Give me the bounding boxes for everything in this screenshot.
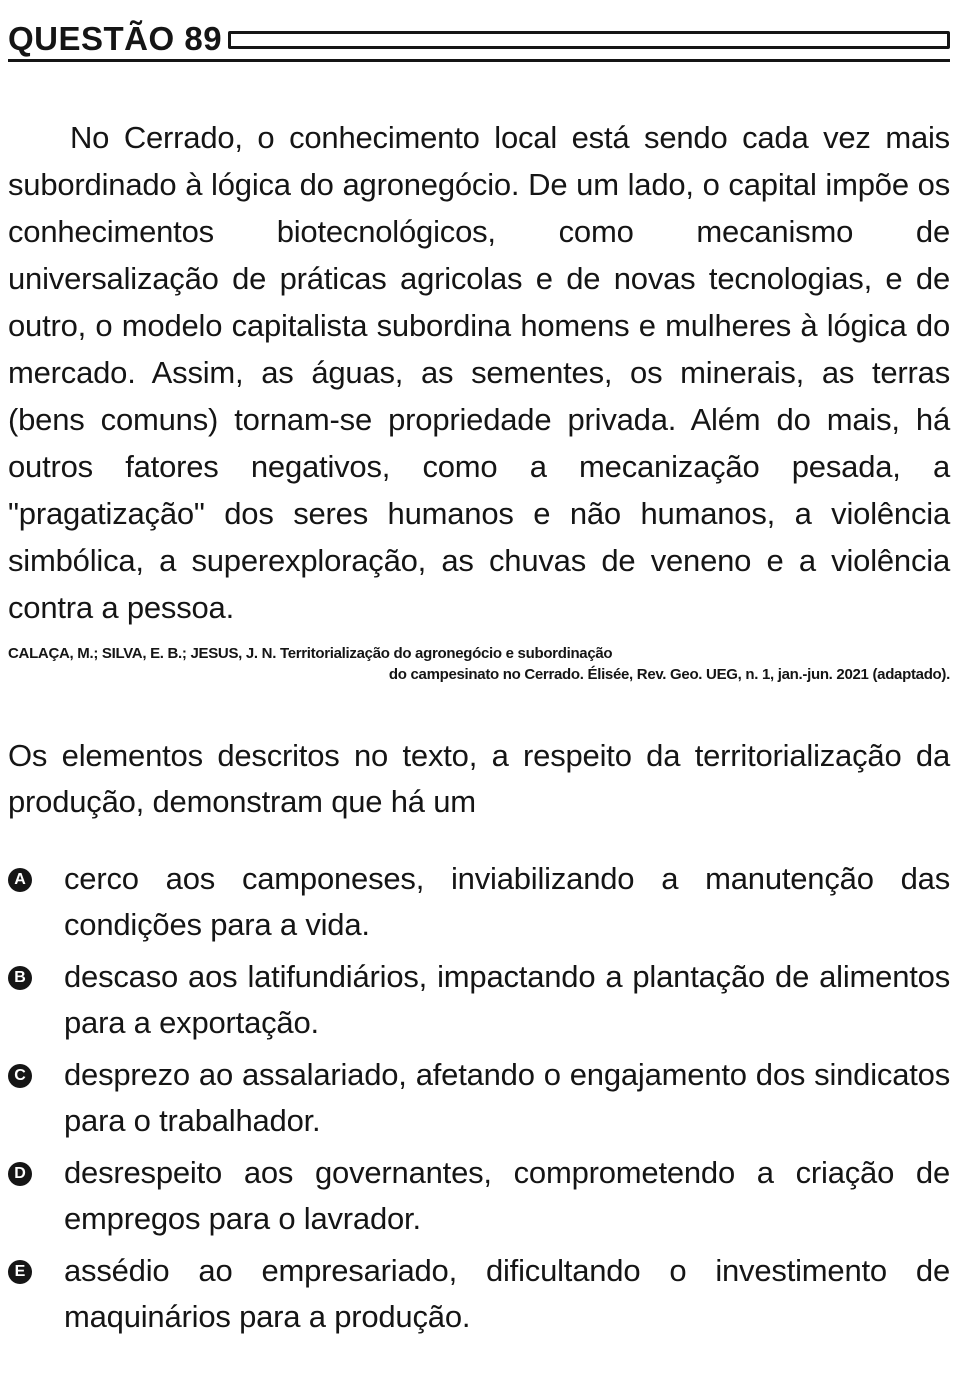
citation-line-1: CALAÇA, M.; SILVA, E. B.; JESUS, J. N. Territorialização do agronegócio e subordinação xyxy=(8,645,613,662)
question-header xyxy=(8,18,950,62)
question-stem: Os elementos descritos no texto, a respeito da territorialização da produção, demonstram que há um xyxy=(8,738,950,819)
option-d[interactable] xyxy=(8,1150,950,1242)
option-c-badge[interactable]: C xyxy=(8,1064,32,1088)
option-d-badge[interactable]: D xyxy=(8,1162,32,1186)
option-b-text: descaso aos latifundiários, impactando a plantação de alimentos para a exportação. xyxy=(64,959,950,1040)
option-e[interactable] xyxy=(8,1248,950,1340)
option-a-badge[interactable]: A xyxy=(8,868,32,892)
passage-text: No Cerrado, o conhecimento local está sendo cada vez mais subordinado à lógica do agronegócio. De um lado, o capital impõe os conhecimentos biotecnológicos, como mecanismo de universalização de práticas agricolas e de novas tecnologias, e de outro, o modelo capitalista subordina homens e mulheres à lógica do mercado. Assim, as águas, as sementes, os minerais, as terras (bens comuns) tornam-se propriedade privada. Além do mais, há outros fatores negativos, como a mecanização pesada, a "pragatização" dos seres humanos e não humanos, a violência simbólica, a superexploração, as chuvas de veneno e a violência contra a pessoa. xyxy=(8,120,950,625)
option-d-text: desrespeito aos governantes, comprometendo a criação de empregos para o lavrador. xyxy=(64,1155,950,1236)
option-b[interactable] xyxy=(8,954,950,1046)
question-title: QUESTÃO 89 xyxy=(8,20,223,57)
option-b-badge[interactable]: B xyxy=(8,966,32,990)
option-e-badge[interactable]: E xyxy=(8,1260,32,1284)
answer-options xyxy=(8,856,950,1340)
option-a[interactable] xyxy=(8,856,950,948)
option-e-text: assédio ao empresariado, dificultando o investimento de maquinários para a produção. xyxy=(64,1253,950,1334)
question-header-box xyxy=(228,31,950,49)
option-a-text: cerco aos camponeses, inviabilizando a manutenção das condições para a vida. xyxy=(64,861,950,942)
option-c-text: desprezo ao assalariado, afetando o engajamento dos sindicatos para o trabalhador. xyxy=(64,1057,950,1138)
citation xyxy=(8,643,950,685)
option-c[interactable] xyxy=(8,1052,950,1144)
citation-line-2: do campesinato no Cerrado. Élisée, Rev. Geo. UEG, n. 1, jan.-jun. 2021 (adaptado). xyxy=(388,666,950,683)
